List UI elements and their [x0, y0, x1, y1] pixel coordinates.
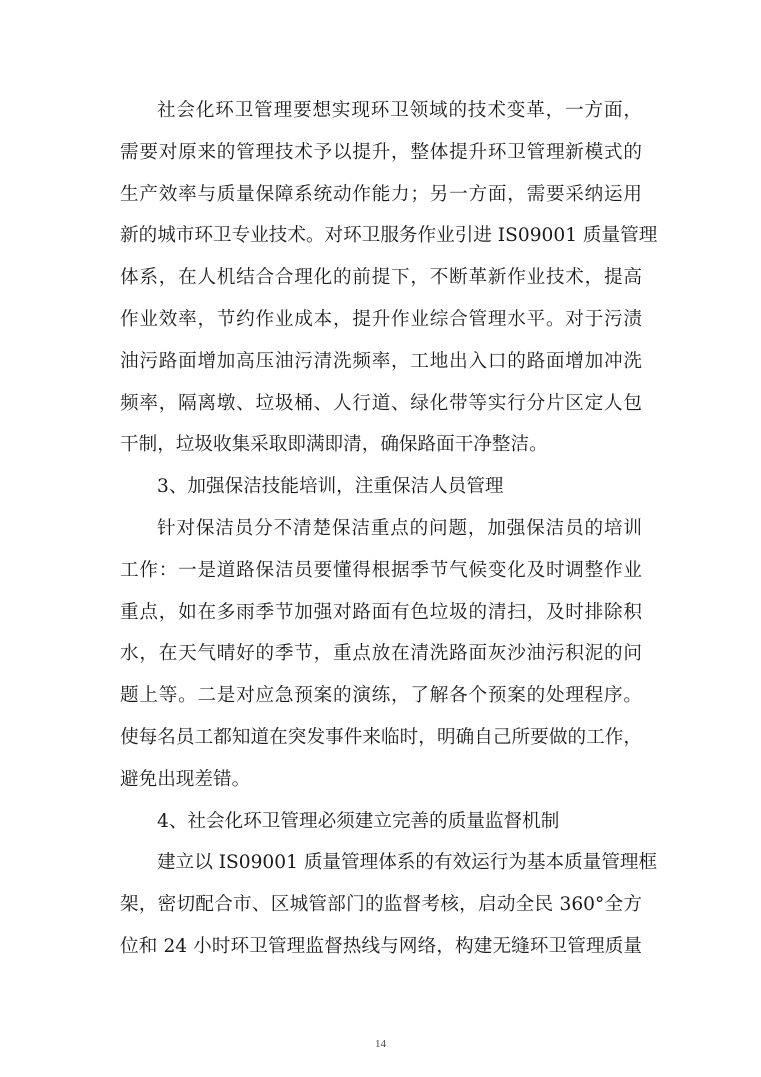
section-heading: 3、加强保洁技能培训，注重保洁人员管理 — [157, 476, 504, 498]
page-number: 14 — [375, 1038, 386, 1050]
paragraph-line: 位和 24 小时环卫管理监督热线与网络，构建无缝环卫管理质量 — [120, 935, 642, 957]
paragraph-line: 体系，在人机结合合理化的前提下，不断革新作业技术，提高 — [120, 267, 642, 289]
paragraph-line: 重点，如在多雨季节加强对路面有色垃圾的清扫，及时排除积 — [120, 601, 642, 623]
paragraph-line: 建立以 IS09001 质量管理体系的有效运行为基本质量管理框 — [157, 852, 658, 874]
paragraph-line: 使每名员工都知道在突发事件来临时，明确自己所要做的工作， — [120, 726, 642, 748]
paragraph-line: 生产效率与质量保障系统动作能力；另一方面，需要采纳运用 — [120, 183, 642, 205]
paragraph-line: 社会化环卫管理要想实现环卫领域的技术变革，一方面， — [157, 100, 642, 121]
paragraph-line: 避免出现差错。 — [120, 768, 251, 790]
document-body — [120, 90, 658, 968]
paragraph-line: 新的城市环卫专业技术。对环卫服务作业引进 IS09001 质量管理 — [120, 225, 658, 247]
paragraph-line: 作业效率，节约作业成本，提升作业综合管理水平。对于污渍 — [120, 308, 642, 330]
paragraph-line: 架，密切配合市、区城管部门的监督考核，启动全民 360°全方 — [120, 894, 642, 916]
paragraph-line: 针对保洁员分不清楚保洁重点的问题，加强保洁员的培训 — [157, 517, 642, 539]
paragraph-line: 频率，隔离墩、垃圾桶、人行道、绿化带等实行分片区定人包 — [120, 392, 642, 414]
paragraph-line: 水，在天气晴好的季节，重点放在清洗路面灰沙油污积泥的问 — [120, 643, 642, 665]
paragraph-line: 油污路面增加高压油污清洗频率，工地出入口的路面增加冲洗 — [120, 350, 642, 372]
section-heading: 4、社会化环卫管理必须建立完善的质量监督机制 — [157, 810, 560, 832]
paragraph-line: 需要对原来的管理技术予以提升，整体提升环卫管理新模式的 — [120, 141, 642, 163]
paragraph-line: 干制，垃圾收集采取即满即清，确保路面干净整洁。 — [120, 434, 548, 456]
paragraph-line: 题上等。二是对应急预案的演练，了解各个预案的处理程序。 — [120, 685, 642, 707]
paragraph-line: 工作：一是道路保洁员要懂得根据季节气候变化及时调整作业 — [120, 559, 642, 581]
